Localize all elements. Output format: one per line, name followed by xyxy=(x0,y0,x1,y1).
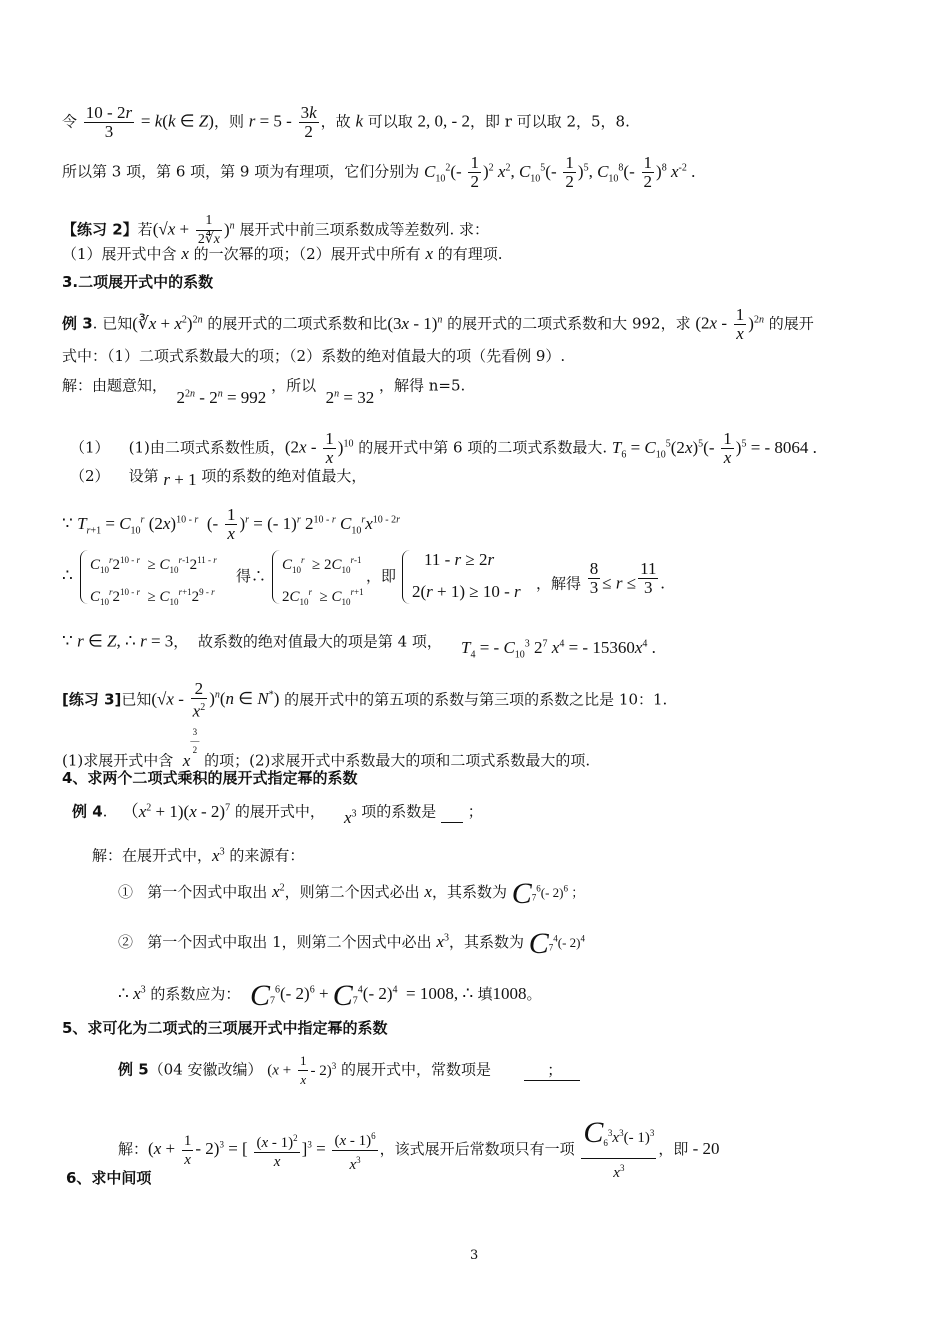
namely-text: ，即 xyxy=(366,567,397,585)
solution-4-result: ∴ $x^3$ 的系数应为： $C_7^6(-$ $2)^6 + C_7^4(-$ 2)$^4$ = 1008, ∴ 填1008。 xyxy=(118,979,542,1012)
section-4-heading: 4、求两个二项式乘积的展开式指定幂的系数 xyxy=(62,769,358,787)
inequality-1b: $C_{10}^r2^{10 - r} \ge C_{10}^{r+1}2^{9 - r}$ xyxy=(90,587,215,607)
solve-text: ，解得 $\frac{8}{3}$ ≤ r ≤ $\frac{11}{3}$ . xyxy=(536,559,665,597)
solution-4: 解：在展开式中，$x^3$ 的来源有： xyxy=(92,845,305,865)
solution-3-result: ∵ r ∈ Z, ∴ r = 3， 故系数的绝对值最大的项是第 4 项， $T_4$ = - $C_{10}^3$ $2^7$ $x^4$ = - $15360x^4$ . xyxy=(62,631,656,661)
section-6-heading: 6、求中间项 xyxy=(66,1169,152,1187)
inequality-3b: 2(r + 1) ≥ 10 - r xyxy=(412,582,521,601)
solution-4-case2: ② 第一个因式中取出 1，则第二个因式中必出 $x^3$，其系数为 $C_7^4(-$ 2)$^4$ xyxy=(118,927,585,960)
example-4: 例 4. $(x^2 + 1)(x - 2)^7$ 的展开式中， $x^3$ 项的系数是 ； xyxy=(72,801,483,827)
inequality-3a: 11 - r ≥ 2r xyxy=(424,550,495,569)
exercise-2: 【练习 2】若(√x + $\frac{1}{2∜x}$ )$^n$ 展开式中前三项系数成等差数列. 求： xyxy=(62,213,489,247)
solution-3-part1: （1） (1)由二项式系数性质，(2x - $\frac{1}{x}$ )$^{10}$ 的展开式中第 6 项的二项式系数最大. $T_6 = C_{10}^5(2x)^5(-$ $\frac{1}{x}$ )$^5$ = - 8064 . xyxy=(70,429,817,467)
inequality-2a: $C_{10}^r \ge 2C_{10}^{r-1}$ xyxy=(282,555,362,575)
solution-3-part2: （2） 设第 r + 1 项的系数的绝对值最大， xyxy=(70,467,367,489)
exercise-2-questions: （1）展开式中含 x 的一次幂的项；（2）展开式中所有 x 的有理项. xyxy=(62,244,503,263)
inequality-2b: $2C_{10}^r \ge C_{10}^{r+1}$ xyxy=(282,587,364,607)
inequality-1a: $C_{10}^r2^{10 - r} \ge C_{10}^{r-1}2^{11 - r}$ xyxy=(90,555,217,575)
solution-5: 解：(x + $\frac{1}{x}$ - 2)$^3$ = [ $\frac{(x - 1)^2}{x}$ ]$^3$ = $\frac{(x - 1)^6}{x^3}$ ，该式展开后常数项只有一项 $\frac{C_6^3x^3(- 1)^3}{x^3}$ ，即 - 20 xyxy=(118,1116,720,1181)
text-line: 令 $\frac{10 - 2r}{3}$ = k(k ∈ Z)，则 r = 5 - $\frac{3k}{2}$ ，故 k 可以取 2, 0, - 2，即 r 可以取 2，5，8. xyxy=(62,103,630,141)
section-5-heading: 5、求可化为二项式的三项展开式中指定幂的系数 xyxy=(62,1019,388,1037)
exercise-3-questions: (1)求展开式中含 $x^{3 — 2}$ 的项；(2)求展开式中系数最大的项和二项式系数最大的项. xyxy=(62,727,591,770)
derive-text: 得∴ xyxy=(236,567,267,585)
section-3-heading: 3.二项展开式中的系数 xyxy=(62,273,214,291)
solution-4-case1: ① 第一个因式中取出 $x^2$，则第二个因式必出 x，其系数为 $C_7^6(-$ 2)$^6$ ； xyxy=(118,877,585,910)
left-brace xyxy=(402,550,411,604)
left-brace xyxy=(80,550,89,604)
example-3: 例 3. 已知(∛x + $x^2)^{2n}$ 的展开式的二项式系数和比(3x - 1)$^n$ 的展开式的二项式系数和大 992，求 (2x - $\frac{1}{x}$ )$^{2n}$ 的展开 xyxy=(62,305,814,343)
example-3-questions: 式中：（1）二项式系数最大的项；（2）系数的绝对值最大的项（先看例 9）. xyxy=(62,347,566,365)
example-5: 例 5（04 安徽改编） (x + $\frac{1}{x}$ - 2)$^3$ 的展开式中，常数项是 ； xyxy=(118,1052,580,1089)
text-line: 所以第 3 项，第 6 项，第 9 项为有理项，它们分别为 $C_{10}^2(-$ $\frac{1}{2}$ )$^2$ $x^2$, $C_{10}^5(-$ $\frac{1}{2}$ )$^5$, $C_{10}^8(-$ $\frac{1}{2}$ )$^8$ $x^{-2}$ . xyxy=(62,153,696,191)
therefore-symbol: ∴ xyxy=(62,566,73,585)
solution-3-general-term: ∵ $T_{r+1} = C_{10}^r$ $(2x)^{10 - r}$ (- $\frac{1}{x}$ )$^r$ = (- 1)$^r$ 2$^{10 - r}$ $C_{10}^rx^{10 - 2r}$ xyxy=(62,505,401,543)
left-brace xyxy=(272,550,281,604)
page-number: 3 xyxy=(470,1248,479,1263)
solution-3: 解：由题意知， $2^{2n} - 2^n = 992$ ，所以 $2^n = 32$ ，解得 n=5. xyxy=(62,376,466,407)
exercise-3: [练习 3]已知(√x - $\frac{2}{x^2}$ )$^n$(n ∈ N*) 的展开式中的第五项的系数与第三项的系数之比是 10：1. xyxy=(62,679,668,721)
